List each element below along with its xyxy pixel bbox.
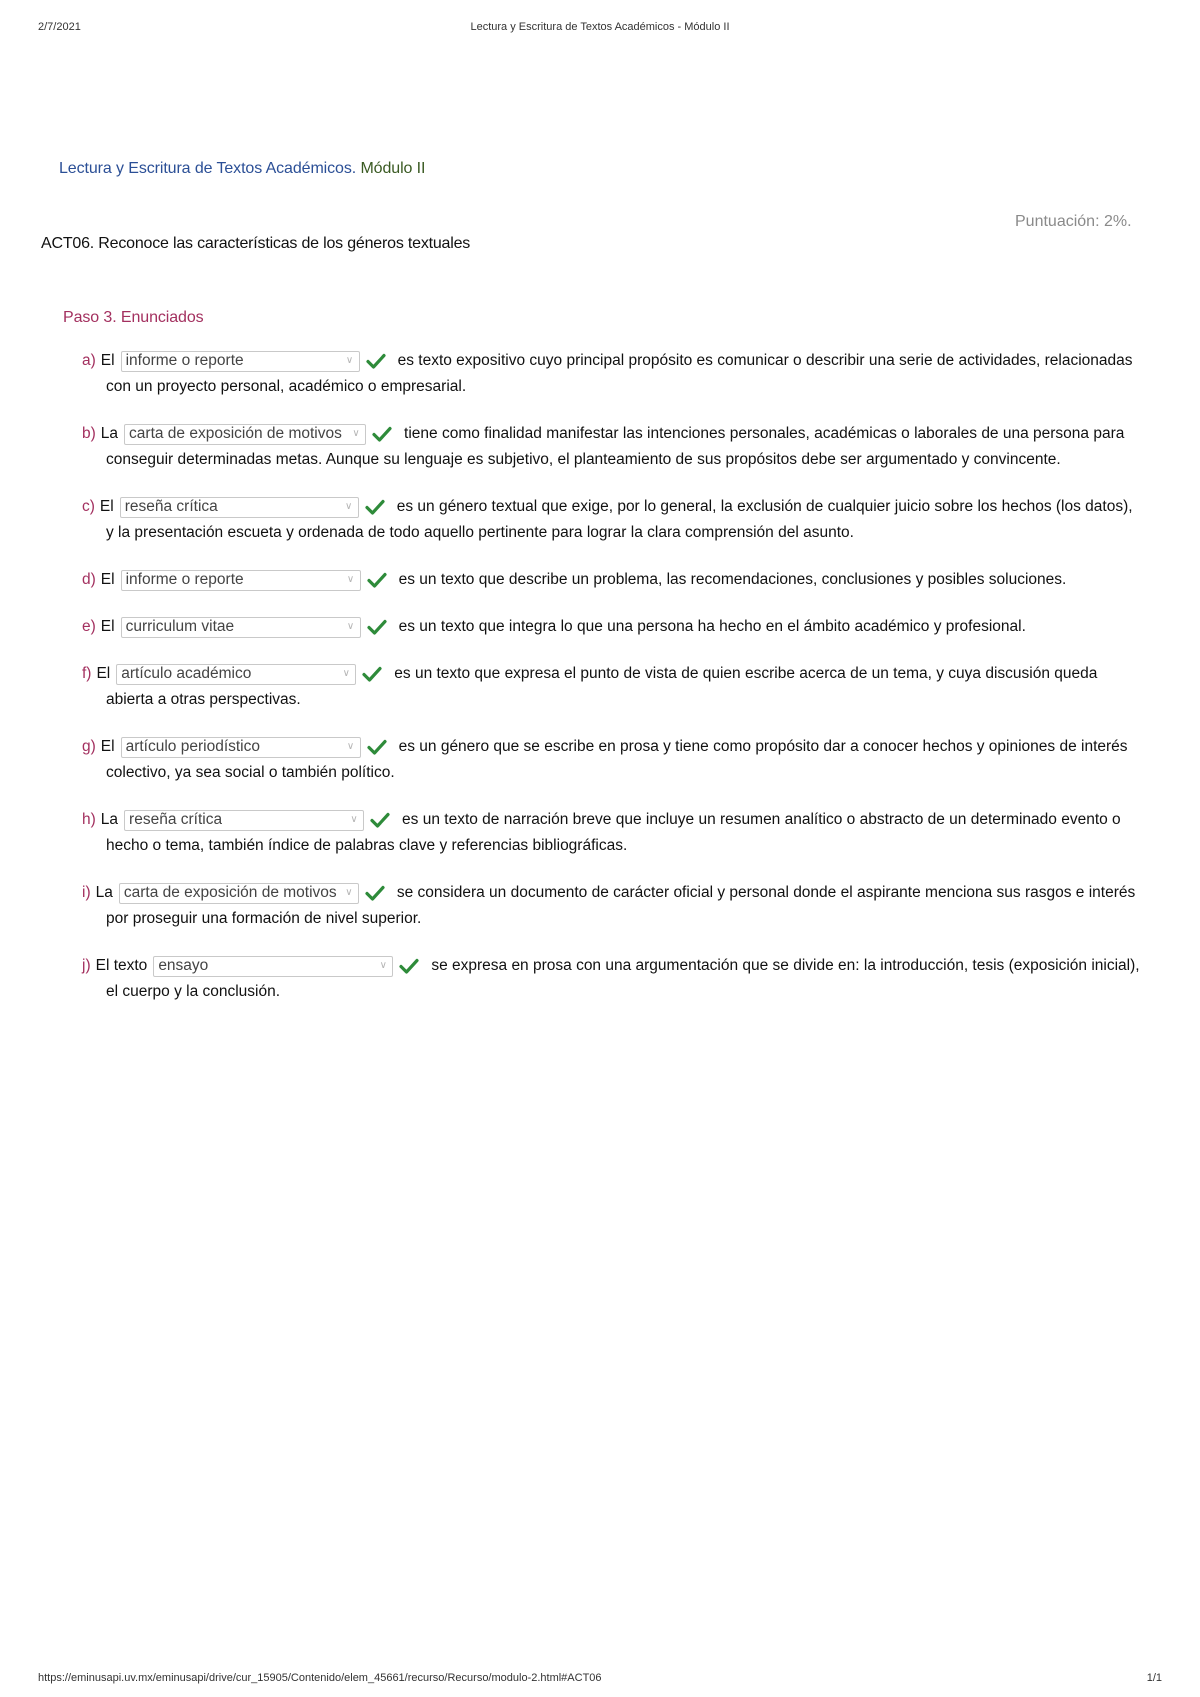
statement-letter: i) — [82, 884, 91, 901]
statement-letter: a) — [82, 352, 96, 369]
statement-text: se expresa en prosa con una argumentación que se divide en: la introducción, tesis (exposición inicial), — [431, 957, 1140, 974]
check-icon — [365, 883, 385, 903]
statement-a — [82, 348, 1152, 400]
course-title-module: Módulo II — [360, 160, 426, 177]
answer-select[interactable] — [124, 424, 366, 445]
step-title: Paso 3. Enunciados — [63, 309, 204, 326]
answer-select[interactable] — [120, 497, 359, 518]
statement-text: tiene como finalidad manifestar las intenciones personales, académicas o laborales de una persona para — [404, 425, 1125, 442]
print-page-title: Lectura y Escritura de Textos Académicos - Módulo II — [470, 21, 730, 33]
check-icon — [365, 497, 385, 517]
answer-select-value: reseña crítica — [129, 811, 223, 828]
check-icon — [362, 664, 382, 684]
statement-letter: e) — [82, 618, 96, 635]
statement-text: es texto expositivo cuyo principal propósito es comunicar o describir una serie de actividades, relacionadas — [397, 352, 1133, 369]
answer-select-value: carta de exposición de motivos — [129, 425, 342, 442]
statement-article: La — [100, 425, 119, 442]
statement-text: es un género que se escribe en prosa y tiene como propósito dar a conocer hechos y opiniones de interés — [398, 738, 1128, 755]
statement-j — [82, 953, 1152, 1005]
print-page-number: 1/1 — [1146, 1672, 1162, 1684]
chevron-down-icon: ∨ — [346, 741, 355, 752]
chevron-down-icon: ∨ — [345, 887, 353, 898]
answer-select-value: artículo académico — [121, 665, 252, 682]
answer-select-value: artículo periodístico — [125, 738, 260, 755]
statement-text-continued: y la presentación escueta y ordenada de todo aquello pertinente para lograr la clara comprensión del asunto. — [106, 524, 854, 541]
statement-article: El — [100, 352, 115, 369]
answer-select[interactable] — [121, 617, 361, 638]
activity-title: ACT06. Reconoce las características de los géneros textuales — [41, 235, 471, 252]
answer-select[interactable] — [124, 810, 364, 831]
statement-article: El — [100, 571, 115, 588]
answer-select-value: reseña crítica — [124, 498, 218, 515]
statement-letter: j) — [82, 957, 91, 974]
statement-text: es un texto que expresa el punto de vista de quien escribe acerca de un tema, y cuya discusión queda — [394, 665, 1098, 682]
statement-text-continued: hecho o tema, también índice de palabras clave y referencias bibliográficas. — [106, 837, 628, 854]
check-icon — [370, 810, 390, 830]
statement-letter: h) — [82, 811, 96, 828]
chevron-down-icon: ∨ — [345, 501, 353, 512]
answer-select-value: curriculum vitae — [125, 618, 235, 635]
answer-select[interactable] — [121, 351, 360, 372]
chevron-down-icon: ∨ — [345, 355, 354, 366]
statement-g — [82, 734, 1152, 786]
statement-article: El — [99, 498, 114, 515]
statement-letter: c) — [82, 498, 95, 515]
statement-article: La — [100, 811, 119, 828]
statement-h — [82, 807, 1152, 859]
check-icon — [367, 617, 387, 637]
statement-text: es un género textual que exige, por lo general, la exclusión de cualquier juicio sobre los hechos (los datos), — [396, 498, 1133, 515]
statement-i — [82, 880, 1152, 932]
check-icon — [367, 737, 387, 757]
answer-select-value: informe o reporte — [125, 352, 244, 369]
statement-text-continued: el cuerpo y la conclusión. — [106, 983, 281, 1000]
answer-select-value: ensayo — [158, 957, 209, 974]
statement-article: La — [95, 884, 113, 901]
statement-text-continued: con un proyecto personal, académico o empresarial. — [106, 378, 467, 395]
answer-select-value: carta de exposición de motivos — [123, 884, 337, 901]
check-icon — [366, 351, 386, 371]
course-title — [59, 160, 425, 178]
answer-select[interactable] — [116, 664, 356, 685]
statement-letter: d) — [82, 571, 96, 588]
chevron-down-icon: ∨ — [350, 814, 358, 825]
statement-c — [82, 494, 1152, 546]
statement-text-continued: conseguir determinadas metas. Aunque su lenguaje es subjetivo, el planteamiento de sus propósitos debe ser argumentado y convincente. — [106, 451, 1061, 468]
statement-text-continued: colectivo, ya sea social o también político. — [106, 764, 395, 781]
statement-text: es un texto que integra lo que una persona ha hecho en el ámbito académico y profesional. — [398, 618, 1026, 635]
chevron-down-icon: ∨ — [342, 668, 350, 679]
chevron-down-icon: ∨ — [346, 621, 355, 632]
answer-select[interactable] — [121, 737, 361, 758]
chevron-down-icon: ∨ — [379, 960, 387, 971]
check-icon — [399, 956, 419, 976]
statement-article: El texto — [95, 957, 148, 974]
statement-f — [82, 661, 1152, 713]
statement-text: se considera un documento de carácter oficial y personal donde el aspirante menciona sus rasgos e interés — [396, 884, 1136, 901]
statement-letter: g) — [82, 738, 96, 755]
statement-text: es un texto de narración breve que incluye un resumen analítico o abstracto de un determinado evento o — [402, 811, 1121, 828]
statement-text-continued: por proseguir una formación de nivel superior. — [106, 910, 422, 927]
course-title-main: Lectura y Escritura de Textos Académicos. — [59, 160, 357, 177]
answer-select-value: informe o reporte — [125, 571, 244, 588]
chevron-down-icon: ∨ — [352, 428, 360, 439]
statement-article: El — [100, 738, 115, 755]
print-url: https://eminusapi.uv.mx/eminusapi/drive/cur_15905/Contenido/elem_45661/recurso/Recurso/modulo-2.html#ACT06 — [38, 1672, 602, 1684]
print-date: 2/7/2021 — [38, 21, 81, 33]
check-icon — [372, 424, 392, 444]
statement-article: El — [96, 665, 111, 682]
statement-d — [82, 567, 1152, 593]
statement-text: es un texto que describe un problema, las recomendaciones, conclusiones y posibles soluciones. — [398, 571, 1067, 588]
statement-text-continued: abierta a otras perspectivas. — [106, 691, 301, 708]
statement-letter: b) — [82, 425, 96, 442]
statement-letter: f) — [82, 665, 92, 682]
check-icon — [367, 570, 387, 590]
statement-article: El — [100, 618, 115, 635]
statement-e — [82, 614, 1152, 640]
answer-select[interactable] — [119, 883, 359, 904]
answer-select[interactable] — [153, 956, 393, 977]
score-label: Puntuación: 2%. — [1015, 213, 1132, 230]
chevron-down-icon: ∨ — [346, 574, 355, 585]
answer-select[interactable] — [121, 570, 361, 591]
statement-b — [82, 421, 1152, 473]
